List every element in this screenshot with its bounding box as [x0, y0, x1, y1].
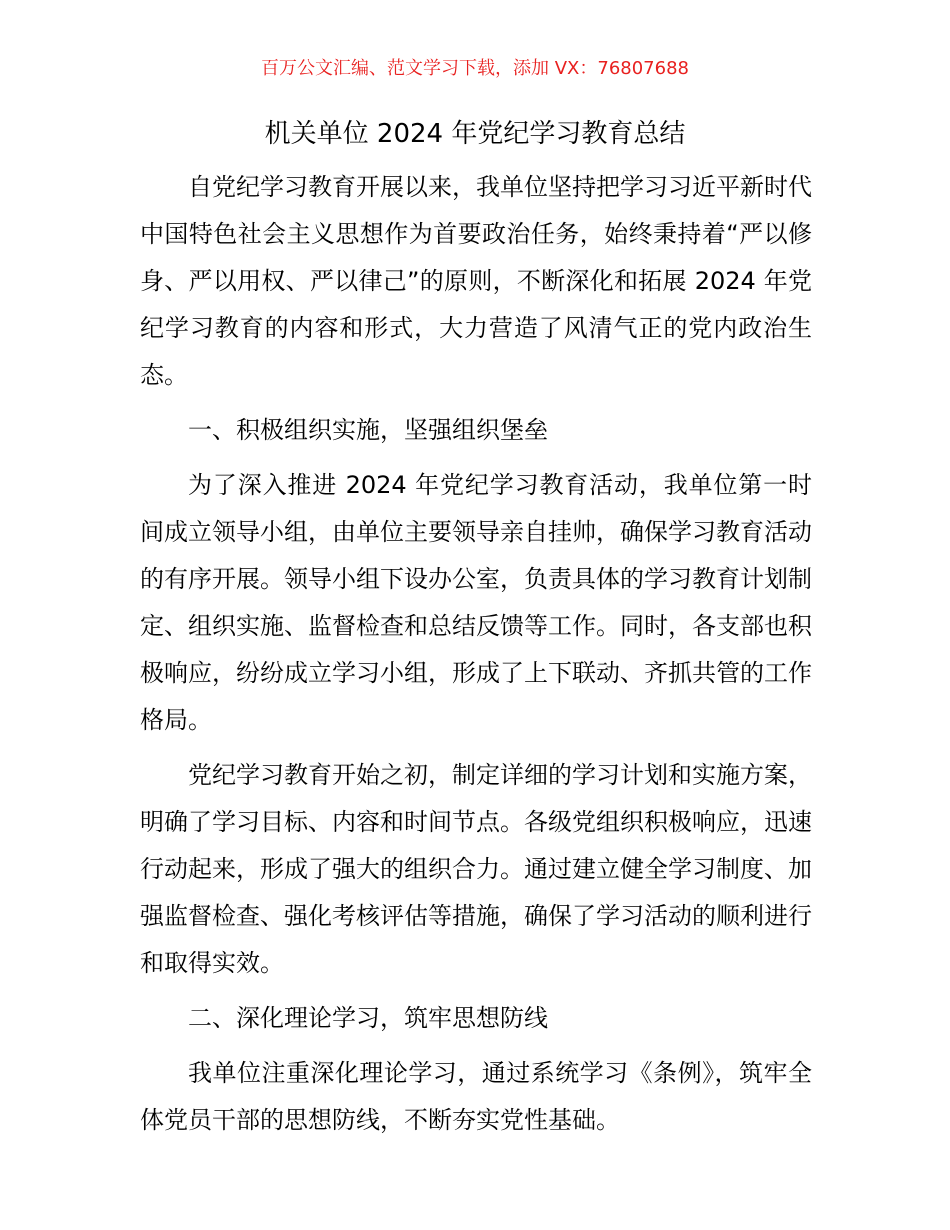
paragraph-leadership: 为了深入推进 2024 年党纪学习教育活动，我单位第一时间成立领导小组，由单位主要领导亲自挂帅，确保学习教育活动的有序开展。领导小组下设办公室，负责具体的学习教育计划制定、组织实施、监督检查和总结反馈等工作。同时，各支部也积极响应，纷纷成立学习小组，形成了上下联动、齐抓共管的工作格局。 — [140, 471, 812, 734]
header-banner: 百万公文汇编、范文学习下载，添加 VX：76807688 — [261, 58, 689, 79]
document-body — [140, 164, 812, 1152]
section-heading-2: 二、深化理论学习，筑牢思想防线 — [188, 1004, 548, 1032]
paragraph-intro: 自党纪学习教育开展以来，我单位坚持把学习习近平新时代中国特色社会主义思想作为首要政治任务，始终秉持着“严以修身、严以用权、严以律己”的原则，不断深化和拓展 2024 年党纪学习教育的内容和形式，大力营造了风清气正的党内政治生态。 — [140, 173, 812, 389]
paragraph-theory: 我单位注重深化理论学习，通过系统学习《条例》，筑牢全体党员干部的思想防线，不断夯实党性基础。 — [140, 1059, 812, 1134]
document-title: 机关单位 2024 年党纪学习教育总结 — [264, 119, 686, 149]
paragraph-plan: 党纪学习教育开始之初，制定详细的学习计划和实施方案，明确了学习目标、内容和时间节点。各级党组织积极响应，迅速行动起来，形成了强大的组织合力。通过建立健全学习制度、加强监督检查、强化考核评估等措施，确保了学习活动的顺利进行和取得实效。 — [140, 761, 812, 977]
section-heading-1: 一、积极组织实施，坚强组织堡垒 — [188, 416, 548, 444]
